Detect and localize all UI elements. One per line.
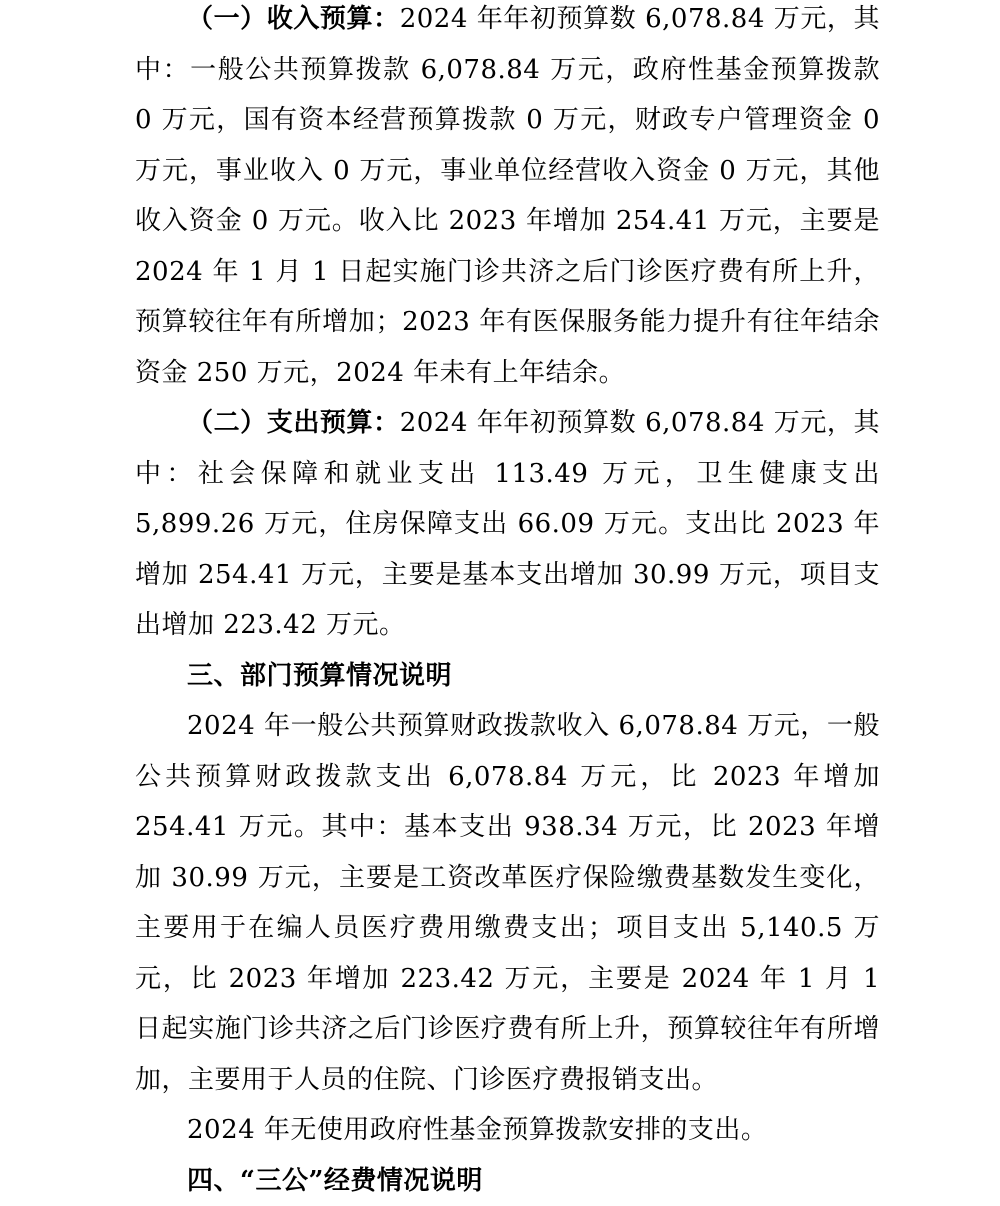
income-budget-text: 2024 年年初预算数 6,078.84 万元，其中：一般公共预算拨款 6,078.84 万元，政府性基金预算拨款 0 万元，国有资本经营预算拨款 0 万元，财政专户管理资金 0 万元，事业收入 0 万元，事业单位经营收入资金 0 万元，其他收入资金 0 万元。收入比 2023 年增加 254.41 万元，主要是 2024 年 1 月 1 日起实施门诊共济之后门诊医疗费有所上升，预算较往年有所增加；2023 年有医保服务能力提升有往年结余资金 250 万元，2024 年未有上年结余。 [135,4,880,388]
department-budget-paragraph: 2024 年一般公共预算财政拨款收入 6,078.84 万元，一般公共预算财政拨款支出 6,078.84 万元，比 2023 年增加 254.41 万元。其中：基本支出 938.34 万元，比 2023 年增加 30.99 万元，主要是工资改革医疗保险缴费基数发生变化，主要用于在编人员医疗费用缴费支出；项目支出 5,140.5 万元，比 2023 年增加 223.42 万元，主要是 2024 年 1 月 1 日起实施门诊共济之后门诊医疗费有所上升，预算较往年有所增加，主要用于人员的住院、门诊医疗费报销支出。 [135,701,880,1105]
income-budget-lead: （一）收入预算： [187,4,400,34]
government-fund-paragraph: 2024 年无使用政府性基金预算拨款安排的支出。 [135,1105,880,1156]
section-heading-three: 三、部门预算情况说明 [135,651,880,702]
expense-budget-text: 2024 年年初预算数 6,078.84 万元，其中：社会保障和就业支出 113.49 万元，卫生健康支出 5,899.26 万元，住房保障支出 66.09 万元。支出比 2023 年增加 254.41 万元，主要是基本支出增加 30.99 万元，项目支出增加 223.42 万元。 [135,408,880,640]
section-heading-four: 四、“三公”经费情况说明 [135,1156,880,1206]
expense-budget-paragraph [135,398,880,651]
income-budget-paragraph [135,0,880,398]
expense-budget-lead: （二）支出预算： [187,408,400,438]
document-page [135,0,880,1206]
